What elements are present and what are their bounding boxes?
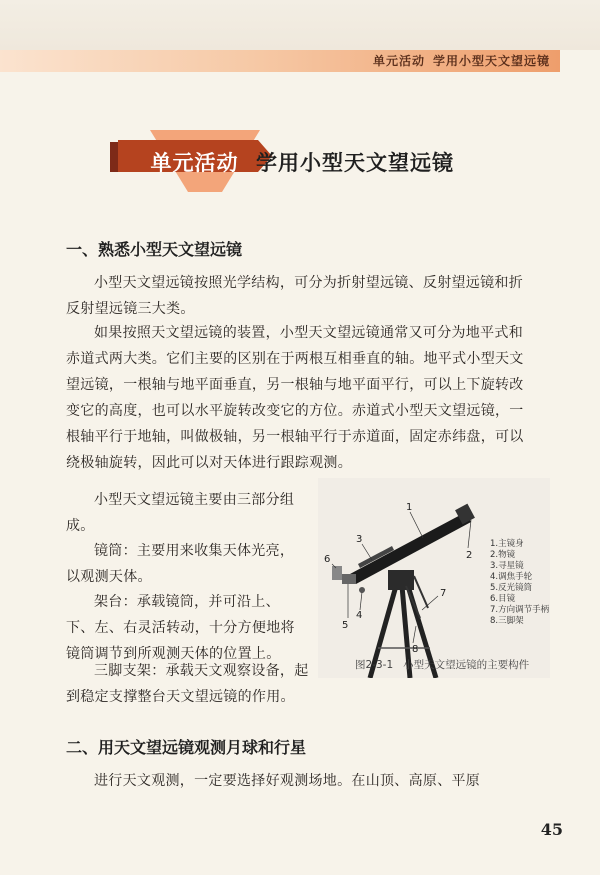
leader-line-4 [360, 592, 362, 610]
figure-label-5: 5 [342, 620, 349, 631]
legend-item: 4.调焦手轮 [490, 572, 533, 582]
leader-line-2 [468, 520, 471, 548]
page-top-margin [0, 0, 600, 50]
running-header-section: 单元活动 [372, 54, 425, 68]
figure-caption-text: 小型天文望远镜的主要构件 [403, 659, 530, 671]
legend-item: 7.方向调节手柄 [490, 605, 550, 615]
figure-legend [490, 539, 549, 627]
unit-activity-banner [110, 130, 470, 200]
running-header [0, 50, 560, 72]
figure-label-7: 7 [440, 588, 447, 599]
legend-item: 1.主镜身 [490, 539, 524, 549]
eyepiece [332, 566, 342, 580]
page-number: 45 [540, 820, 563, 839]
figure-label-1: 1 [406, 502, 413, 513]
figure-caption [355, 657, 529, 672]
figure-label-4: 4 [356, 610, 363, 621]
banner-title: 学用小型天文望远镜 [256, 151, 454, 175]
slow-motion-handle-1 [414, 576, 428, 608]
figure-label-3: 3 [356, 534, 363, 545]
leader-line-1 [410, 512, 423, 538]
leader-line-3 [362, 544, 372, 560]
legend-item: 8.三脚架 [490, 616, 524, 626]
paragraph-tube: 镜筒：主要用来收集天体光亮，以观测天体。 [66, 543, 295, 585]
banner-label: 单元活动 [150, 151, 239, 175]
paragraph-three-parts: 小型天文望远镜主要由三部分组成。 [66, 492, 295, 534]
legend-item: 2.物镜 [490, 550, 516, 560]
figure-label-6: 6 [324, 554, 331, 565]
paragraph-mount: 架台：承载镜筒，并可沿上、下、左、右灵活转动，十分方便地将镜筒调节到所观测天体的位置上。 [66, 594, 295, 662]
paragraph-observation-site: 进行天文观测，一定要选择好观测场地。在山顶、高原、平原 [94, 773, 481, 789]
legend-item: 3.寻星镜 [490, 561, 524, 571]
paragraph-mount-types: 如果按照天文望远镜的装置，小型天文望远镜通常又可分为地平式和赤道式两大类。它们主要的区别在于两根互相垂直的轴。地平式小型天文望远镜，一根轴与地平面垂直，另一根轴与地平面平行，可以上下旋转改变它的高度，也可以水平旋转改变它的方位。赤道式小型天文望远镜，一根轴平行于地轴，叫做极轴，另一根轴平行于赤道面，固定赤纬盘，可以绕极轴旋转，因此可以对天体进行跟踪观测。 [66, 325, 524, 471]
running-header-text [373, 52, 550, 69]
legend-item: 5.反光镜筒 [490, 583, 533, 593]
figure-caption-number: 图2-3-1 [355, 659, 394, 671]
figure-label-8: 8 [412, 644, 419, 655]
star-diagonal [342, 574, 356, 584]
leader-line-8 [413, 626, 416, 643]
paragraph-telescope-types: 小型天文望远镜按照光学结构，可分为折射望远镜、反射望远镜和折反射望远镜三大类。 [66, 275, 523, 317]
mount-head [388, 570, 414, 590]
legend-item: 6.目镜 [490, 594, 516, 604]
slow-motion-handle-2 [406, 586, 420, 618]
figure-label-2: 2 [466, 550, 473, 561]
section-heading-2: 二、用天文望远镜观测月球和行星 [66, 738, 307, 757]
section-heading-1: 一、熟悉小型天文望远镜 [66, 240, 243, 259]
telescope-figure [318, 478, 550, 678]
paragraph-tripod: 三脚支架：承载天文观察设备，起到稳定支撑整台天文望远镜的作用。 [66, 663, 309, 705]
running-header-title: 学用小型天文望远镜 [432, 54, 550, 68]
